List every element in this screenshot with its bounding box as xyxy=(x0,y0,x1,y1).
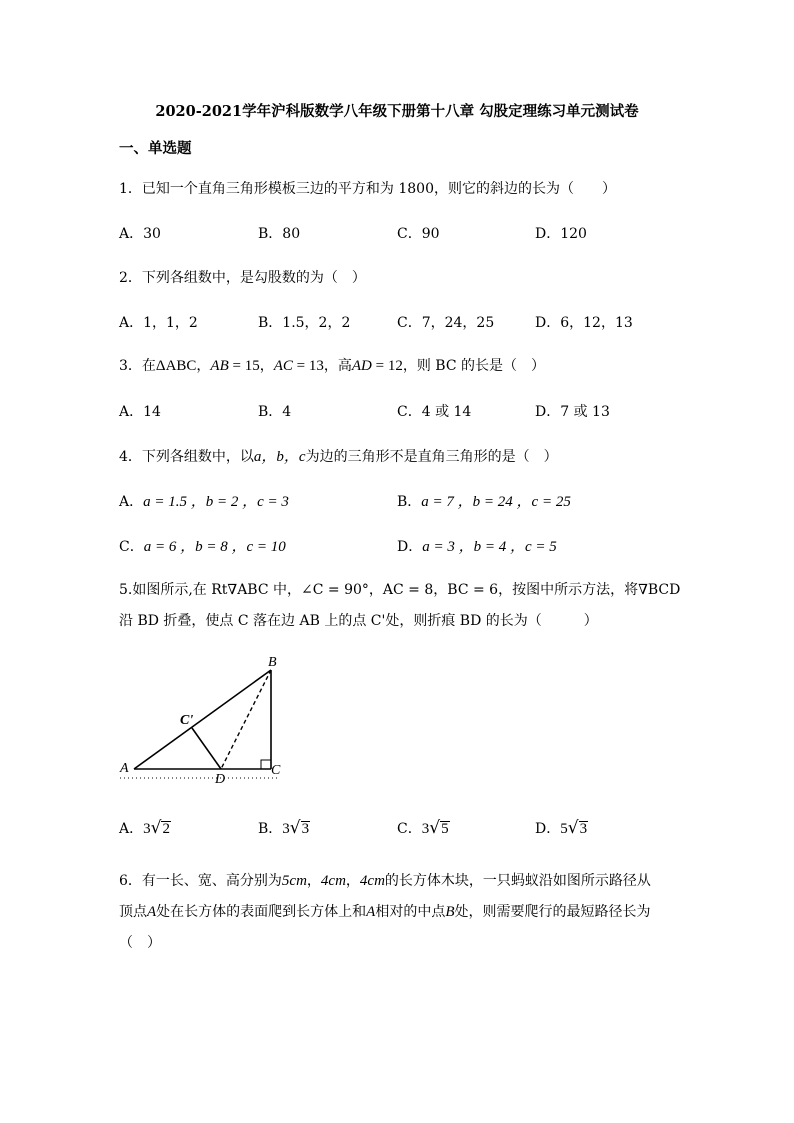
crease-bd xyxy=(221,670,271,769)
q2-option-a[interactable]: A．1，1，2 xyxy=(119,315,198,331)
q2-option-c[interactable]: C．7，24，25 xyxy=(397,315,495,331)
sqrt-icon: √ xyxy=(150,818,162,838)
triangle-abc: ΔABC xyxy=(155,358,197,374)
q5-option-b[interactable]: B．3√3 xyxy=(258,818,310,838)
question-1-stem: 1．已知一个直角三角形模板三边的平方和为 1800，则它的斜边的长为（ ） xyxy=(119,181,616,197)
q4-option-b[interactable]: B．a = 7 ，b = 24 ，c = 25 xyxy=(397,494,571,510)
q2-option-b[interactable]: B．1.5，2，2 xyxy=(258,315,351,331)
q4-option-c[interactable]: C．a = 6 ，b = 8 ，c = 10 xyxy=(119,539,286,555)
q5-option-a[interactable]: A．3√2 xyxy=(119,818,170,838)
q5-triangle-figure xyxy=(116,652,296,792)
question-5-stem-line2: 沿 BD 折叠，使点 C 落在边 AB 上的点 C'处，则折痕 BD 的长为（ ） xyxy=(119,613,598,629)
q1-option-d[interactable]: D．120 xyxy=(535,226,587,242)
question-5-stem-line1: 5.如图所示,在 Rt∇ABC 中，∠C = 90°，AC = 8，BC = 6，按图中所示方法，将∇BCD xyxy=(119,582,681,598)
sqrt-icon: √ xyxy=(567,818,579,838)
question-6-stem-line3: （ ） xyxy=(119,935,161,951)
q3-option-a[interactable]: A．14 xyxy=(119,404,161,420)
q1-option-a[interactable]: A．30 xyxy=(119,226,161,242)
q3-option-b[interactable]: B．4 xyxy=(258,404,292,420)
segment-c1d xyxy=(192,728,221,769)
sqrt-icon: √ xyxy=(289,818,301,838)
q2-option-d[interactable]: D．6，12，13 xyxy=(535,315,633,331)
label-d: D xyxy=(215,772,226,787)
q1-option-c[interactable]: C．90 xyxy=(397,226,440,242)
label-a: A xyxy=(120,761,129,776)
label-b: B xyxy=(268,655,277,670)
q4-option-d[interactable]: D．a = 3 ，b = 4 ，c = 5 xyxy=(397,539,557,555)
question-4-stem: 4．下列各组数中，以a，b，c为边的三角形不是直角三角形的是（ ） xyxy=(119,449,558,465)
question-3-stem: 3．在ΔABC，AB = 15，AC = 13，高AD = 12，则 BC 的长是（ ） xyxy=(119,358,545,374)
question-6-stem-line2: 顶点A处在长方体的表面爬到长方体上和A相对的中点B处，则需要爬行的最短路径长为 xyxy=(119,904,651,920)
q5-option-c[interactable]: C．3√5 xyxy=(397,818,449,838)
label-c-prime: C' xyxy=(180,713,194,728)
question-2-stem: 2．下列各组数中，是勾股数的为（ ） xyxy=(119,270,366,286)
q3-option-d[interactable]: D．7 或 13 xyxy=(535,404,610,420)
q4-option-a[interactable]: A．a = 1.5 ，b = 2 ，c = 3 xyxy=(119,494,289,510)
side-ab xyxy=(134,670,271,769)
sqrt-icon: √ xyxy=(429,818,441,838)
right-angle-mark xyxy=(261,760,271,769)
question-6-stem-line1: 6．有一长、宽、高分别为5cm，4cm，4cm的长方体木块，一只蚂蚁沿如图所示路径从 xyxy=(119,873,651,889)
q5-option-d[interactable]: D．5√3 xyxy=(535,818,588,838)
q3-option-c[interactable]: C．4 或 14 xyxy=(397,404,472,420)
q1-option-b[interactable]: B．80 xyxy=(258,226,301,242)
page-title: 2020-2021学年沪科版数学八年级下册第十八章 勾股定理练习单元测试卷 xyxy=(155,103,639,120)
label-c: C xyxy=(271,763,281,778)
section-heading: 一、单选题 xyxy=(119,140,192,157)
